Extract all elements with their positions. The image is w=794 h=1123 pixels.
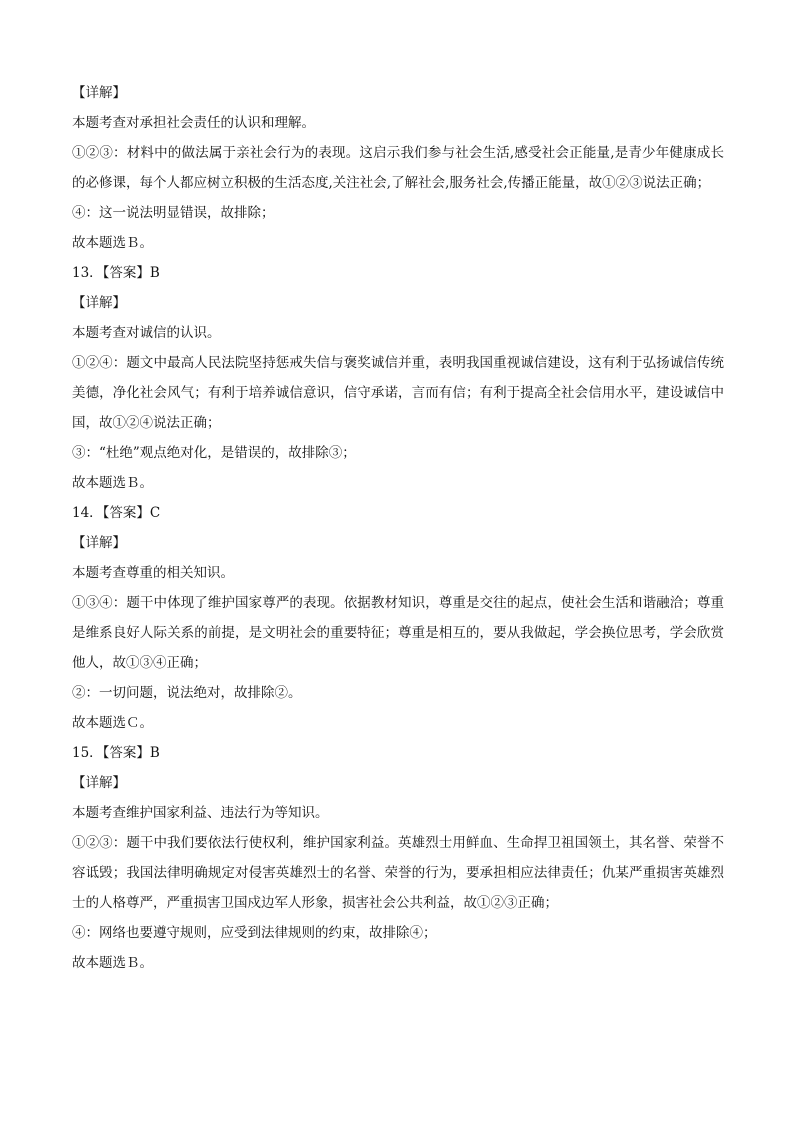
topic-line: 本题考查维护国家利益、违法行为等知识。 — [72, 805, 329, 821]
topic-line: 本题考查对承担社会责任的认识和理解。 — [72, 115, 315, 131]
analysis-paragraph: ①②③：题干中我们要依法行使权利，维护国家利益。英雄烈士用鲜血、生命捍卫祖国领土，其名誉、荣誉不容诋毁；我国法律明确规定对侵害英雄烈士的名誉、荣誉的行为，要承担相应法律责任；仇某严重损害英雄烈士的人格尊严，严重损害卫国戍边军人形象，损害社会公共利益，故①②③正确； — [72, 835, 724, 911]
conclusion-line: 故本题选Ｃ。 — [72, 715, 153, 731]
analysis-paragraph: ①③④：题干中体现了维护国家尊严的表现。依据教材知识，尊重是交往的起点，使社会生活和谐融洽；尊重是维系良好人际关系的前提，是文明社会的重要特征；尊重是相互的，要从我做起，学会换位思考，学会欣赏他人，故①③④正确； — [72, 595, 724, 671]
exclusion-line: ③：“杜绝”观点绝对化，是错误的，故排除③； — [72, 445, 356, 461]
exclusion-line: ④：网络也要遵守规则，应受到法律规则的约束，故排除④； — [72, 925, 437, 941]
section-heading-explanation: 【详解】 — [72, 535, 126, 551]
topic-line: 本题考查尊重的相关知识。 — [72, 565, 234, 581]
conclusion-line: 故本题选Ｂ。 — [72, 235, 153, 251]
answer-heading-15: 15．【答案】B — [72, 745, 160, 761]
analysis-paragraph: ①②④：题文中最高人民法院坚持惩戒失信与褒奖诚信并重，表明我国重视诚信建设，这有利于弘扬诚信传统美德，净化社会风气；有利于培养诚信意识，信守承诺，言而有信；有利于提高全社会信用水平，建设诚信中国，故①②④说法正确； — [72, 355, 724, 431]
answer-heading-14: 14．【答案】C — [72, 505, 161, 521]
section-heading-explanation: 【详解】 — [72, 775, 126, 791]
conclusion-line: 故本题选Ｂ。 — [72, 475, 153, 491]
section-heading-explanation: 【详解】 — [72, 85, 126, 101]
section-heading-explanation: 【详解】 — [72, 295, 126, 311]
topic-line: 本题考查对诚信的认识。 — [72, 325, 221, 341]
exclusion-line: ②：一切问题，说法绝对，故排除②。 — [72, 685, 302, 701]
conclusion-line: 故本题选Ｂ。 — [72, 955, 153, 971]
document-page — [72, 78, 724, 978]
analysis-paragraph: ①②③：材料中的做法属于亲社会行为的表现。这启示我们参与社会生活,感受社会正能量,是青少年健康成长的必修课，每个人都应树立积极的生活态度,关注社会,了解社会,服务社会,传播正能量，故①②③说法正确； — [72, 145, 724, 191]
exclusion-line: ④：这一说法明显错误，故排除； — [72, 205, 275, 221]
answer-heading-13: 13．【答案】B — [72, 265, 160, 281]
